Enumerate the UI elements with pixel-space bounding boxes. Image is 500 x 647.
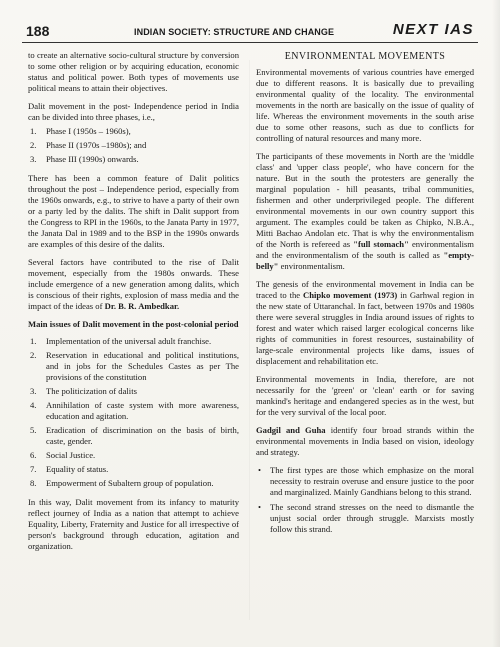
- list-item: 4. Annihilation of caste system with more awareness, education and agitation.: [30, 400, 239, 421]
- paragraph: In this way, Dalit movement from its infancy to maturity reflect journey of India as a nation that attempt to achieve Equality, Liberty, Fraternity and Justice for all irrespective of person's background through education, agitation and organization.: [28, 497, 239, 551]
- list-item: 6. Social Justice.: [30, 450, 96, 460]
- paragraph: Environmental movements of various countries have emerged due to different reasons. It is basically due to prevailing environmental quality of the locality. The environmental movements in the north are basically on the issue of quality of life. Whereas the environment movements in the south arise due to some other reasons, such as due to conflicts for controlling of natural resources and many more.: [256, 67, 474, 143]
- page-number: 188: [26, 23, 50, 39]
- brand-logo: NEXT IAS: [392, 21, 474, 38]
- paragraph: There has been a common feature of Dalit politics throughout the post – Independence period, especially from the 1960s onwards, e.g., to strive to have a party of their own or a party led by the dalits. The shift in Dalit support from the Congress to RPI in the 1960s, to the Janata Party in 1977, the Janata Dal in 1989 and to the BSP in the 1990s onwards are examples of this desire of the dalits.: [28, 173, 240, 249]
- list-item: 2. Phase II (1970s –1980s); and: [30, 140, 147, 150]
- issues-list: [28, 336, 239, 489]
- left-column: [28, 50, 239, 559]
- list-item: 8. Empowerment of Subaltern group of population.: [30, 478, 214, 488]
- section-title: ENVIRONMENTAL MOVEMENTS: [284, 51, 446, 62]
- list-item: 2. Reservation in educational and political institutions, and in jobs for the Schedules Castes as per The provisions of the constitution: [30, 350, 239, 382]
- paragraph: The participants of these movements in North are the 'middle class' and 'upper class people', who have concern for the nature. But in the south the protesters are generally the marginal population - hill peasants, tribal communities, fishermen and other underprivileged people. The different environmental movements in our own country support this argument. The examples could be taken as Chipko, N.B.A., Mitti Bachao Andolan etc. That is why the environmentalism of the North is refereed as "full stomach" environmentalism and the environmentalism of the south is called as "empty-belly" environmentalism.: [256, 151, 474, 271]
- issues-heading: Main issues of Dalit movement in the post-colonial period: [28, 319, 239, 329]
- list-item: 3. The politicization of dalits: [30, 386, 137, 396]
- paragraph: to create an alternative socio-cultural structure by conversion to some other religion or by acquiring education, economic status and political power. Both types of movements use political means to attain their objectives.: [28, 50, 239, 93]
- right-column: [256, 50, 474, 539]
- list-item: 3. Phase III (1990s) onwards.: [30, 154, 139, 164]
- column-gutter: [249, 60, 250, 620]
- list-item: 1. Implementation of the universal adult franchise.: [30, 336, 212, 346]
- header-rule: [22, 42, 478, 43]
- list-item: • The second strand stresses on the need to dismantle the unjust social order through struggle. Marxists mostly follow this strand.: [258, 502, 474, 534]
- paragraph: Dalit movement in the post- Independence period in India can be divided into three phases, i.e.,: [28, 101, 239, 122]
- strands-list: [256, 465, 474, 535]
- paragraph: Gadgil and Guha identify four broad strands within the environmental movements in India based on vision, ideology and strategy.: [256, 425, 475, 457]
- list-item: 5. Eradication of discrimination on the basis of birth, caste, gender.: [30, 425, 239, 446]
- paragraph: Several factors have contributed to the rise of Dalit movement, especially from the 1980s onwards. These include emergence of a new generation among dalits, which is conscious of their rights, explosion of mass media and the impact of the ideas of Dr. B. R. Ambedkar.: [28, 257, 239, 311]
- paragraph: The genesis of the environmental movement in India can be traced to the Chipko movement (1973) in Garhwal region in the new state of Uttaranchal. In fact, between 1970s and 1980s there were several struggles in India around issues of rights to forest and water which raised larger ecological concerns like rights of communities in forest resources, sustainability of large-scale environmental projects like dams, issues of displacement and rehabilitation etc.: [256, 279, 474, 366]
- running-title: INDIAN SOCIETY: STRUCTURE AND CHANGE: [134, 27, 335, 37]
- page-header: [22, 20, 478, 42]
- page-edge-shadow: [492, 0, 500, 647]
- list-item: • The first types are those which emphasize on the moral necessity to restrain overuse and ensure justice to the poor and marginalized. Mainly Gandhians belong to this strand.: [258, 465, 474, 497]
- list-item: 1. Phase I (1950s – 1960s),: [30, 126, 131, 136]
- phases-list: [28, 126, 239, 165]
- list-item: 7. Equality of status.: [30, 464, 109, 474]
- paragraph: Environmental movements in India, therefore, are not necessarily for the 'green' or 'clean' earth or for saving mankind's heritage and endangered species as in the west, but for the very survival of the local poor.: [256, 374, 474, 417]
